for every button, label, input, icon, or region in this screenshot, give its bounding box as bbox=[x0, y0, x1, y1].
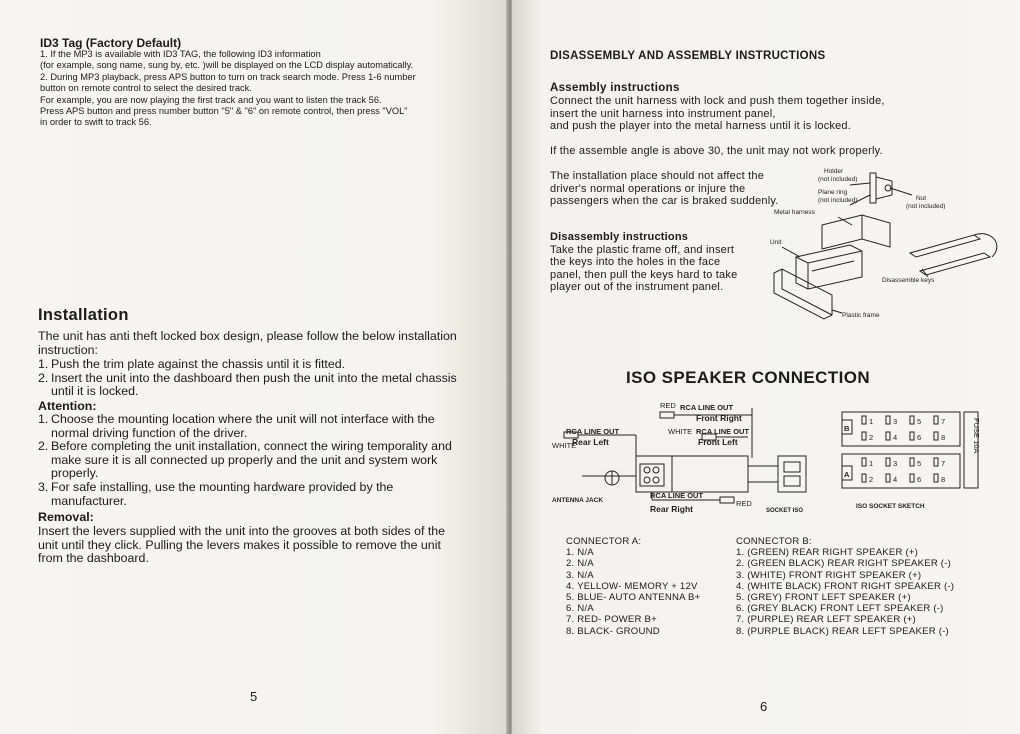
plane-ring-label: Plane ring bbox=[818, 189, 848, 196]
pin-b1: 1 bbox=[869, 417, 874, 426]
list-item: 5. BLUE- AUTO ANTENNA B+ bbox=[566, 592, 701, 604]
metal-harness-label: Metal harness bbox=[774, 209, 815, 216]
list-item: 7. (PURPLE) REAR LEFT SPEAKER (+) bbox=[736, 614, 916, 626]
pin-b4: 4 bbox=[893, 433, 898, 442]
harness-box bbox=[636, 456, 748, 492]
list-item: 1. Choose the mounting location where the unit will not interface with the normal driving function of the driver. bbox=[38, 412, 435, 440]
connector-a-title: CONNECTOR A: bbox=[566, 536, 642, 547]
list-item: 2. N/A bbox=[566, 558, 594, 570]
pin-a6: 6 bbox=[917, 475, 922, 484]
iso-socket bbox=[778, 456, 806, 492]
front-left-label: Front Left bbox=[698, 437, 738, 447]
list-item: 1. Push the trim plate against the chassis until it is fitted. bbox=[38, 357, 346, 371]
list-item: 5. (GREY) FRONT LEFT SPEAKER (+) bbox=[736, 592, 911, 604]
disassembly-heading: Disassembly instructions bbox=[550, 231, 689, 243]
rear-left-label: Rear Left bbox=[572, 437, 609, 447]
plastic-frame-shape bbox=[774, 269, 832, 319]
pin-b3: 3 bbox=[893, 417, 898, 426]
metal-harness-shape bbox=[822, 215, 890, 249]
plastic-frame-label: Plastic frame bbox=[842, 312, 880, 319]
front-right-label: Front Right bbox=[696, 413, 742, 423]
pin-b6: 6 bbox=[917, 433, 922, 442]
rca-line-out-rl-label: RCA LINE OUT bbox=[566, 427, 620, 436]
pin-a4: 4 bbox=[893, 475, 898, 484]
connector-a bbox=[566, 536, 756, 637]
connector-b-title: CONNECTOR B: bbox=[736, 536, 812, 547]
right-page bbox=[512, 0, 1020, 734]
holder-note-label: (not included) bbox=[818, 176, 858, 183]
page-number-right: 6 bbox=[760, 699, 768, 714]
id3-body: 1. If the MP3 is available with ID3 TAG, the following ID3 information (for example, song name, sung by, etc. )will be displayed on the LCD display automatically. 2. During MP3 playback, press APS button to turn on track search mode. Press 1-6 number button on remote control to select the desired track. For example, you are now playing the first track and you want to listen the track 56. Press APS button and press number button "5" & "6" on remote control, then press "VOL" in order to swift to track 56. bbox=[40, 49, 416, 128]
page-number-left: 5 bbox=[250, 689, 258, 704]
disassemble-key-shape bbox=[910, 235, 980, 257]
installation-intro: The unit has anti theft locked box design, please follow the below installation instruction: bbox=[38, 329, 457, 357]
pin-a3: 3 bbox=[893, 459, 898, 468]
holder-label: Holder bbox=[824, 168, 844, 175]
pin-a8: 8 bbox=[941, 475, 946, 484]
pin-b7: 7 bbox=[941, 417, 946, 426]
connector-b-list bbox=[736, 547, 1016, 637]
red-label-top: RED bbox=[660, 401, 676, 410]
list-item: 2. Before completing the unit installation, connect the wiring temporality and make sure it is all connected up properly and the unit and system work properly. bbox=[38, 439, 452, 481]
iso-heading: ISO SPEAKER CONNECTION bbox=[626, 368, 870, 387]
red-label-bottom: RED bbox=[736, 499, 752, 508]
rca-front-right-plug bbox=[660, 412, 674, 418]
list-item: 3. (WHITE) FRONT RIGHT SPEAKER (+) bbox=[736, 569, 922, 581]
rca-line-out-rr-label: RCA LINE OUT bbox=[650, 491, 704, 500]
pin-b2: 2 bbox=[869, 433, 874, 442]
rear-right-label: Rear Right bbox=[650, 504, 693, 514]
iso-socket-sketch-label: ISO SOCKET SKETCH bbox=[856, 503, 925, 510]
attention-heading: Attention: bbox=[38, 399, 97, 413]
assembly-heading: Assembly instructions bbox=[550, 82, 680, 94]
white-label-top: WHITE bbox=[668, 427, 693, 436]
fuse-label: FUSE 10A bbox=[972, 418, 981, 454]
unit-label: Unit bbox=[770, 239, 782, 246]
installation-heading: Installation bbox=[38, 306, 129, 324]
block-a-label: A bbox=[844, 470, 850, 479]
nut-note-label: (not included) bbox=[906, 203, 946, 210]
connector-a-list bbox=[566, 547, 756, 637]
pin-b8: 8 bbox=[941, 433, 946, 442]
list-item: 6. N/A bbox=[566, 603, 594, 615]
removal-body: Insert the levers supplied with the unit into the grooves at both sides of the unit until they click. Pulling the levers makes it possible to remove the unit from the dashboard. bbox=[38, 524, 446, 566]
holder-shape bbox=[870, 173, 876, 203]
list-item: 2. (GREEN BLACK) REAR RIGHT SPEAKER (-) bbox=[736, 558, 951, 570]
attention-list bbox=[38, 413, 468, 508]
installation-steps bbox=[38, 358, 468, 399]
disassembly-section-heading: DISASSEMBLY AND ASSEMBLY INSTRUCTIONS bbox=[550, 50, 826, 62]
pin-a2: 2 bbox=[869, 475, 874, 484]
assembly-body: Connect the unit harness with lock and push them together inside, insert the unit harness into instrument panel, and push the player into the metal harness until it is locked. bbox=[550, 95, 885, 133]
disassemble-keys-label: Disassemble keys bbox=[882, 277, 935, 284]
list-item: 4. (WHITE BLACK) FRONT RIGHT SPEAKER (-) bbox=[736, 580, 955, 592]
list-item: 3. N/A bbox=[566, 569, 594, 581]
list-item: 7. RED- POWER B+ bbox=[566, 614, 657, 626]
iso-wiring-diagram bbox=[552, 398, 1020, 522]
plane-ring-note-label: (not included) bbox=[818, 197, 858, 204]
left-page bbox=[0, 0, 508, 734]
list-item: 4. YELLOW- MEMORY + 12V bbox=[566, 580, 698, 592]
socket-iso-label: SOCKET ISO bbox=[766, 508, 804, 514]
pin-a7: 7 bbox=[941, 459, 946, 468]
angle-note: If the assemble angle is above 30, the unit may not work properly. bbox=[550, 145, 883, 157]
list-item: 8. BLACK- GROUND bbox=[566, 625, 660, 637]
disassembly-body: Take the plastic frame off, and insert the keys into the holes in the face panel, then pull the keys hard to take player out of the instrument panel. bbox=[550, 244, 738, 294]
list-item: 1. (GREEN) REAR RIGHT SPEAKER (+) bbox=[736, 547, 919, 559]
antenna-jack-label: ANTENNA JACK bbox=[552, 497, 604, 504]
pin-a1: 1 bbox=[869, 459, 874, 468]
rca-line-out-fr-label: RCA LINE OUT bbox=[680, 403, 734, 412]
pin-a5: 5 bbox=[917, 459, 922, 468]
list-item: 6. (GREY BLACK) FRONT LEFT SPEAKER (-) bbox=[736, 603, 944, 615]
id3-heading: ID3 Tag (Factory Default) bbox=[40, 36, 182, 50]
list-item: 2. Insert the unit into the dashboard then push the unit into the metal chassis until it is locked. bbox=[38, 370, 457, 399]
placement-note: The installation place should not affect the driver's normal operations or injure the passengers when the car is braked suddenly. bbox=[550, 170, 779, 208]
removal-heading: Removal: bbox=[38, 510, 94, 524]
list-item: 1. N/A bbox=[566, 547, 594, 559]
rca-rear-right-plug bbox=[720, 497, 734, 503]
connector-b bbox=[736, 536, 1016, 637]
pin-b5: 5 bbox=[917, 417, 922, 426]
mounting-diagram bbox=[742, 165, 1012, 325]
rca-line-out-fl-label: RCA LINE OUT bbox=[696, 427, 750, 436]
list-item: 3. For safe installing, use the mounting hardware provided by the manufacturer. bbox=[38, 479, 394, 508]
white-label-left: WHITE bbox=[552, 441, 577, 450]
list-item: 8. (PURPLE BLACK) REAR LEFT SPEAKER (-) bbox=[736, 625, 949, 637]
nut-label: Nut bbox=[916, 195, 927, 202]
block-b-label: B bbox=[844, 424, 850, 433]
